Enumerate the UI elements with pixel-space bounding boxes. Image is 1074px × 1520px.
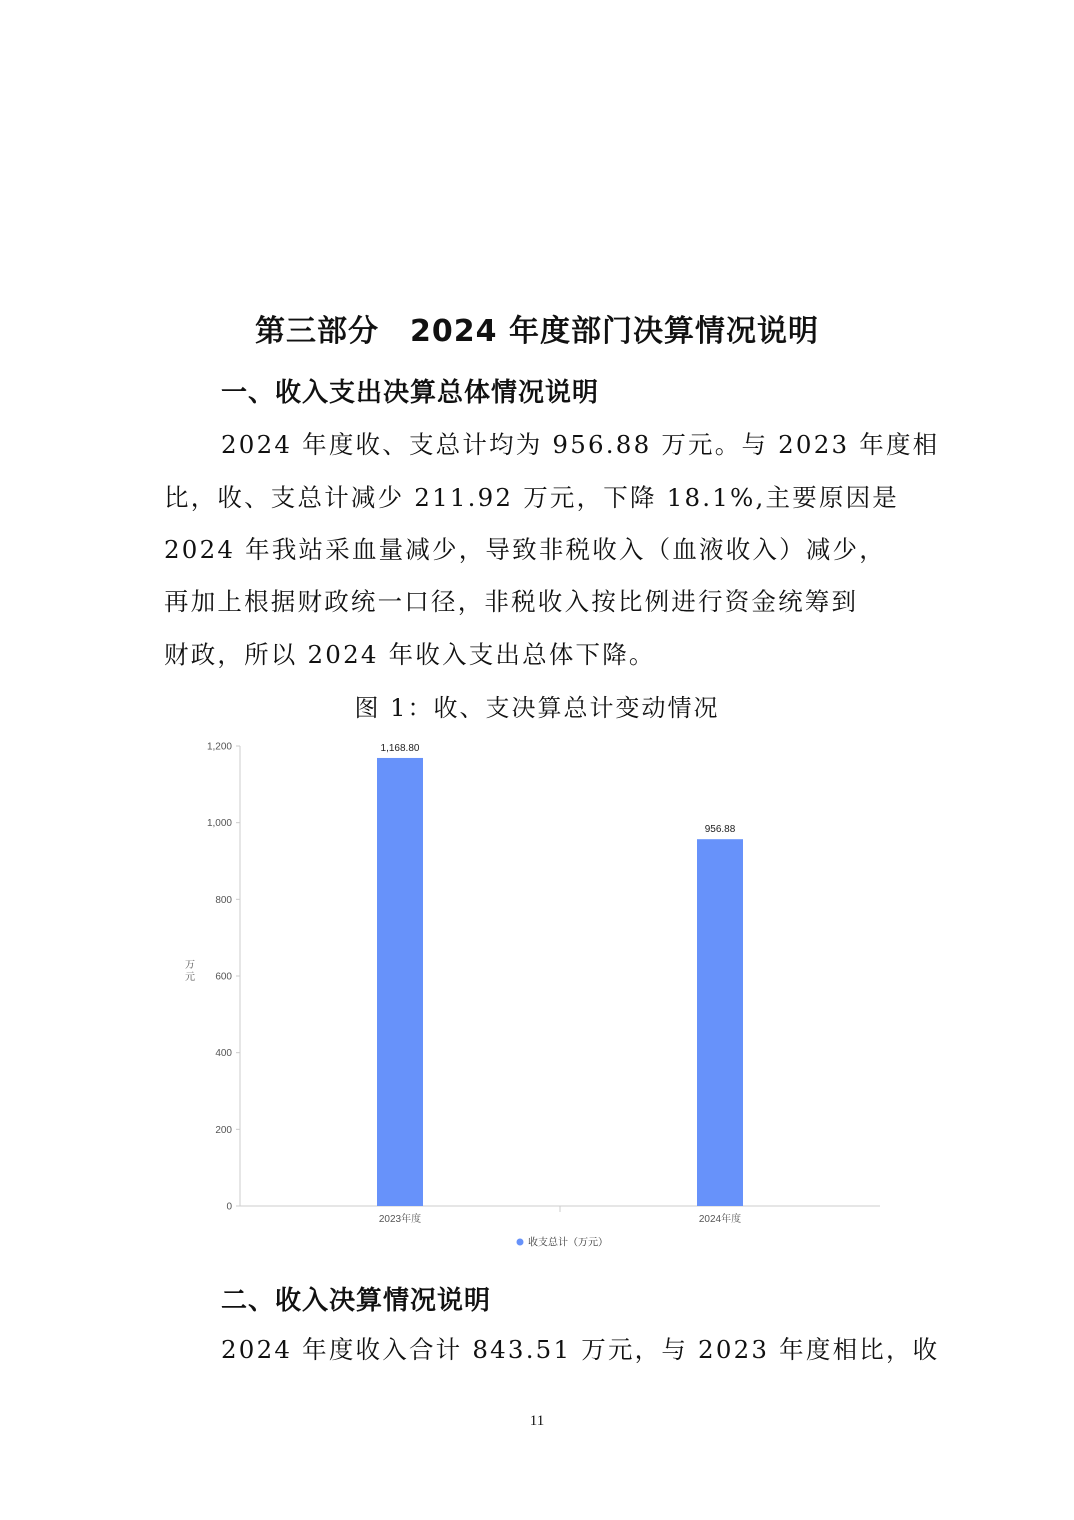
- paragraph-line: 再加上根据财政统一口径，非税收入按比例进行资金统筹到: [164, 587, 859, 616]
- section-heading-income: 二、收入决算情况说明: [221, 1286, 492, 1316]
- y-tick-label: 1,000: [206, 818, 232, 830]
- x-tick-label: 2024年度: [698, 1214, 742, 1225]
- section-heading-overview: 一、收入支出决算总体情况说明: [221, 378, 600, 408]
- bar-data-label: 1,168.80: [380, 742, 420, 754]
- paragraph-line: 2024 年度收入合计 843.51 万元，与 2023 年度相比，收: [221, 1335, 940, 1364]
- paragraph-line: 2024 年我站采血量减少，导致非税收入（血液收入）减少，: [164, 535, 886, 564]
- bar: [697, 839, 743, 1206]
- page-title: 第三部分 2024 年度部门决算情况说明: [255, 314, 819, 349]
- y-tick-label: 200: [215, 1124, 232, 1136]
- figure-caption: 图 1：收、支决算总计变动情况: [354, 694, 720, 722]
- bar: [377, 758, 423, 1206]
- paragraph-line: 2024 年度收、支总计均为 956.88 万元。与 2023 年度相: [221, 430, 940, 459]
- page-number: 11: [529, 1413, 545, 1429]
- legend-label: 收支总计（万元）: [528, 1237, 608, 1249]
- paragraph-line: 比，收、支总计减少 211.92 万元，下降 18.1%,主要原因是: [164, 483, 900, 512]
- bar-data-label: 956.88: [704, 824, 736, 836]
- y-axis-title: 元: [185, 972, 195, 983]
- y-axis-title: 万: [185, 960, 195, 971]
- y-tick-label: 0: [226, 1201, 232, 1213]
- paragraph-line: 财政，所以 2024 年收入支出总体下降。: [164, 640, 656, 669]
- legend-marker: [517, 1239, 524, 1246]
- y-tick-label: 400: [215, 1048, 232, 1060]
- y-tick-label: 600: [215, 971, 232, 983]
- y-tick-label: 800: [215, 894, 232, 906]
- x-tick-label: 2023年度: [378, 1214, 422, 1225]
- y-tick-label: 1,200: [206, 741, 232, 753]
- bar-chart: [160, 730, 900, 1260]
